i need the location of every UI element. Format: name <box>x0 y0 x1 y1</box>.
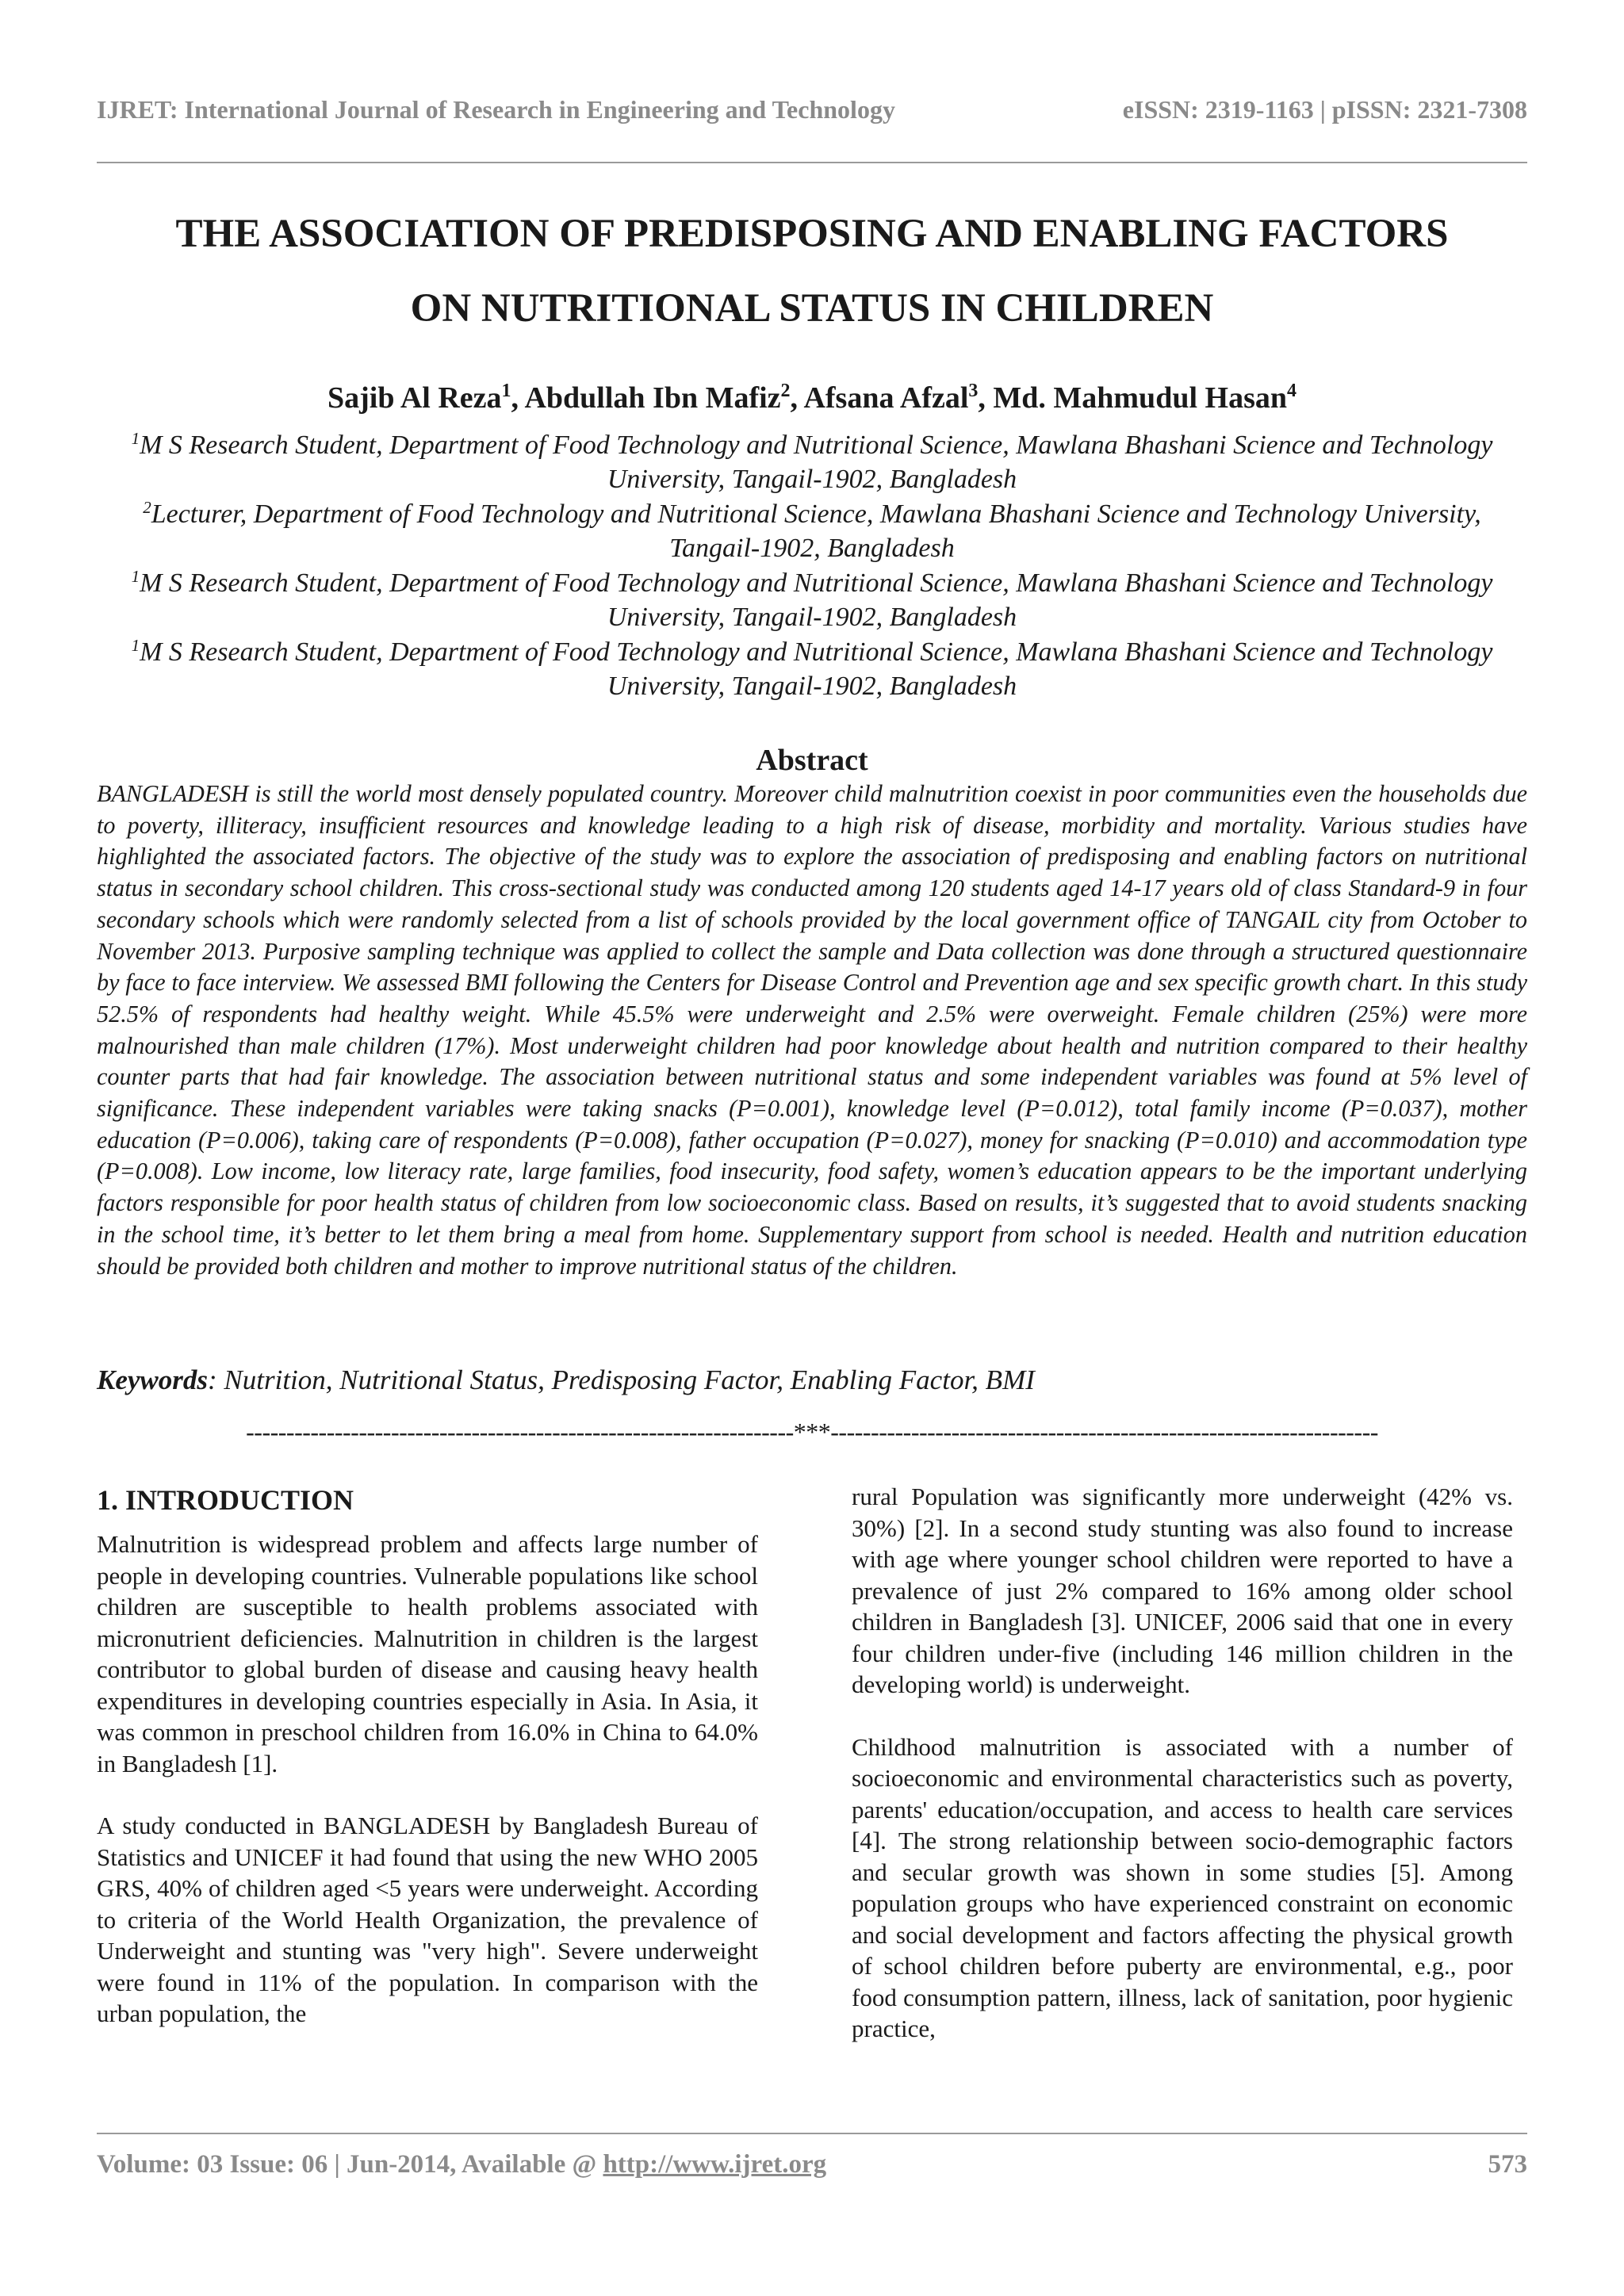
paragraph: Malnutrition is widespread problem and affects large number of people in developing countries. Vulnerable populations like school children are susceptible to health problems associated with micronutrient deficiencies. Malnutrition in children is the largest contributor to global burden of disease and causing heavy health expenditures in developing countries especially in Asia. In Asia, it was common in preschool children from 16.0% in China to 64.0% in Bangladesh [1]. <box>97 1530 758 1777</box>
affiliation-text: M S Research Student, Department of Food Technology and Nutritional Science, Mawlana Bhashani Science and Technology University, Tangail-1902, Bangladesh <box>140 568 1493 632</box>
paper-title <box>97 197 1527 346</box>
keywords <box>97 1360 1527 1400</box>
abstract-text: BANGLADESH is still the world most densely populated country. Moreover child malnutrition coexist in poor communities even the households due to poverty, illiteracy, insufficient resources and knowledge leading to a high risk of disease, morbidity and mortality. Various studies have highlighted the associated factors. The objective of the study was to explore the association of predisposing and enabling factors on nutritional status in secondary school children. This cross-sectional study was conducted among 120 students aged 14-17 years old of class Standard-9 in four secondary schools which were randomly selected from a list of schools provided by the local government office of TANGAIL city from October to November 2013. Purposive sampling technique was applied to collect the sample and Data collection was done through a structured questionnaire by face to face interview. We assessed BMI following the Centers for Disease Control and Prevention age and sex specific growth chart. In this study 52.5% of respondents had healthy weight. While 45.5% were underweight and 2.5% were overweight. Female children (25%) were more malnourished than male children (17%). Most underweight children had poor knowledge about health and nutrition compared to their healthy counter parts that had fair knowledge. The association between nutritional status and some independent variables was found at 5% level of significance. These independent variables were taking snacks (P=0.001), knowledge level (P=0.012), total family income (P=0.037), mother education (P=0.006), taking care of respondents (P=0.008), father occupation (P=0.027), money for snacking (P=0.010) and accommodation type (P=0.008). Low income, low literacy rate, large families, food insecurity, food safety, women’s education appears to be the important underlying factors responsible for poor health status of children from low socioeconomic class. Based on results, it’s suggested that to avoid students snacking in the school time, it’s better to let them bring a meal from home. Supplementary support from school is needed. Health and nutrition education should be provided both children and mother to improve nutritional status of the children. <box>97 780 1527 1280</box>
affiliation-text: M S Research Student, Department of Food Technology and Nutritional Science, Mawlana Bhashani Science and Technology University, Tangail-1902, Bangladesh <box>140 637 1493 701</box>
author-sep: , <box>790 381 804 415</box>
affiliation-sup: 1 <box>131 567 140 586</box>
affiliation <box>111 497 1513 565</box>
keywords-label: Keywords <box>97 1364 208 1395</box>
abstract-heading: Abstract <box>756 744 868 777</box>
header-divider <box>97 162 1527 163</box>
page-number: 573 <box>1488 2150 1527 2179</box>
right-column <box>852 1481 1513 2076</box>
keywords-text: : Nutrition, Nutritional Status, Predisposing Factor, Enabling Factor, BMI <box>208 1364 1035 1395</box>
journal-link[interactable]: http://www.ijret.org <box>603 2150 827 2179</box>
author-name: Md. Mahmudul Hasan <box>993 381 1287 415</box>
paragraph: A study conducted in BANGLADESH by Bangladesh Bureau of Statistics and UNICEF it had found that using the new WHO 2005 GRS, 40% of children aged <5 years were underweight. According to criteria of the World Health Organization, the prevalence of Underweight and stunting was "very high". Severe underweight were found in 11% of the population. In comparison with the urban population, the <box>97 1812 758 2027</box>
author-name: Afsana Afzal <box>803 381 969 415</box>
author-sep: , <box>511 381 525 415</box>
author-sup: 2 <box>780 381 791 401</box>
volume-text: Volume: 03 Issue: 06 | Jun-2014, Available @ <box>97 2150 603 2179</box>
section-separator: --------------------------------------------------------------------***-------------------------------------------------------------------- <box>246 1418 1378 1446</box>
footer-divider <box>97 2133 1527 2134</box>
author-sup: 1 <box>501 381 511 401</box>
issn-info: eISSN: 2319-1163 | pISSN: 2321-7308 <box>1122 95 1527 124</box>
affiliation <box>111 566 1513 634</box>
author-sup: 4 <box>1287 381 1297 401</box>
affiliation-sup: 1 <box>131 636 140 655</box>
affiliation-text: Lecturer, Department of Food Technology and Nutritional Science, Mawlana Bhashani Science and Technology University, Tangail-1902, Bangladesh <box>151 499 1481 563</box>
author-sep: , <box>978 381 994 415</box>
author-list <box>97 374 1527 422</box>
title-line-1: THE ASSOCIATION OF PREDISPOSING AND ENABLING FACTORS <box>175 212 1449 256</box>
affiliation <box>111 428 1513 496</box>
author-name: Sajib Al Reza <box>327 381 502 415</box>
page-header <box>97 95 1527 135</box>
author-name: Abdullah Ibn Mafiz <box>524 381 781 415</box>
affiliation <box>111 635 1513 703</box>
volume-info <box>97 2150 826 2179</box>
affiliation-list <box>111 428 1513 704</box>
affiliation-sup: 1 <box>131 429 140 448</box>
journal-name: IJRET: International Journal of Research in Engineering and Technology <box>97 95 895 124</box>
author-sup: 3 <box>968 381 979 401</box>
left-column <box>97 1481 758 2061</box>
section-heading: 1. INTRODUCTION <box>97 1484 354 1516</box>
affiliation-text: M S Research Student, Department of Food Technology and Nutritional Science, Mawlana Bhashani Science and Technology University, Tangail-1902, Bangladesh <box>140 430 1493 494</box>
page-footer <box>97 2150 1527 2190</box>
paragraph: Childhood malnutrition is associated with a number of socioeconomic and environmental characteristics such as poverty, parents' education/occupation, and access to health care services [4]. The strong relationship between socio-demographic factors and secular growth was shown in some studies [5]. Among population groups who have experienced constraint on economic and social development and factors affecting the physical growth of school children before puberty are environmental, e.g., poor food consumption pattern, illness, lack of sanitation, poor hygienic practice, <box>852 1732 1513 2042</box>
paragraph: rural Population was significantly more underweight (42% vs. 30%) [2]. In a second study stunting was also found to increase with age where younger school children were reported to have a prevalence of just 2% compared to 16% among older school children in Bangladesh [3]. UNICEF, 2006 said that one in every four children under-five (including 146 million children in the developing world) is underweight. <box>852 1483 1513 1698</box>
affiliation-sup: 2 <box>143 498 151 517</box>
title-line-2: ON NUTRITIONAL STATUS IN CHILDREN <box>410 286 1214 331</box>
